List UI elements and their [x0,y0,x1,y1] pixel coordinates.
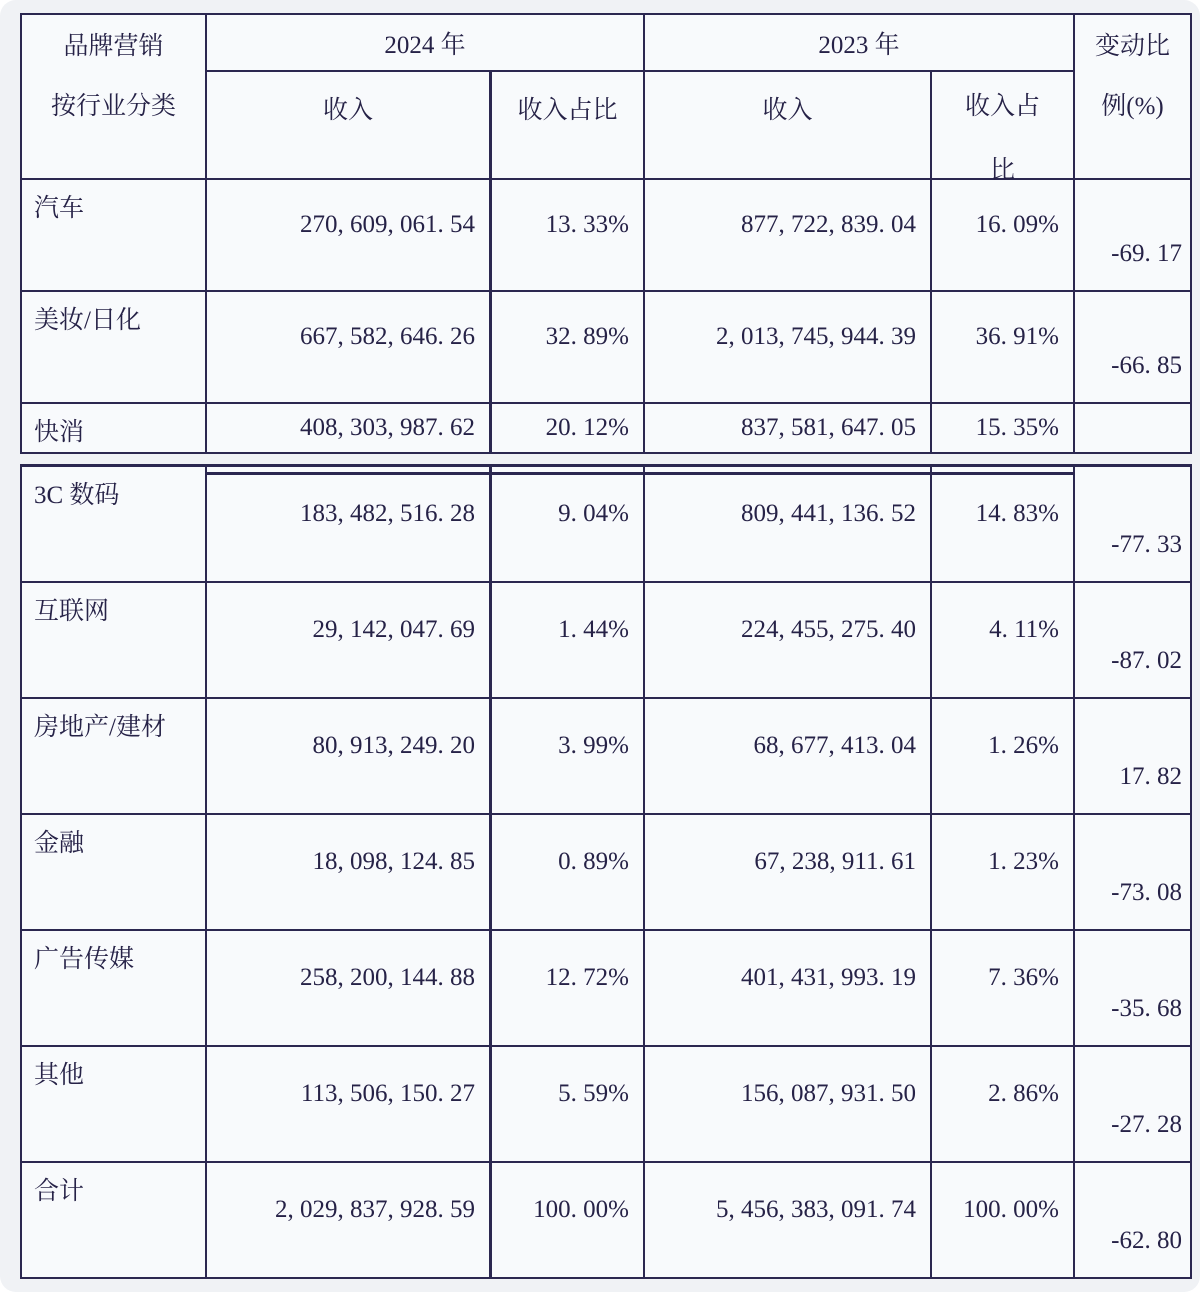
share-2024-cell: 12. 72% [492,931,645,1045]
header-year-2023: 2023 年 [645,15,1075,72]
header-change-ratio [1075,15,1190,178]
header-year-2024: 2024 年 [207,15,645,72]
industry-cell: 金融 [22,815,207,929]
revenue-2024-cell: 113, 506, 150. 27 [207,1047,492,1161]
table-row [22,815,1190,931]
table-row [22,931,1190,1047]
share-2023-cell: 4. 11% [932,583,1075,697]
revenue-2024-cell: 667, 582, 646. 26 [207,292,492,402]
change-ratio-cell: -87. 02 [1111,647,1182,674]
table-row [22,1047,1190,1163]
header-category [22,15,207,178]
share-2024-cell: 9. 04% [492,467,645,581]
share-2024-cell: 32. 89% [492,292,645,402]
industry-cell: 合计 [22,1163,207,1277]
table-header [22,15,1190,184]
share-2024-cell: 0. 89% [492,815,645,929]
share-2023-cell: 100. 00% [932,1163,1075,1277]
table-row [22,699,1190,815]
industry-cell: 房地产/建材 [22,699,207,813]
revenue-2024-cell: 270, 609, 061. 54 [207,180,492,290]
revenue-2024-cell: 18, 098, 124. 85 [207,815,492,929]
header-change-line2: 例(%) [1101,93,1164,120]
header-change-line1: 变动比 [1094,32,1170,60]
revenue-2023-cell: 67, 238, 911. 61 [645,815,932,929]
industry-cell: 广告传媒 [22,931,207,1045]
share-2023-cell: 2. 86% [932,1047,1075,1161]
table-row [22,467,1190,583]
industry-cell: 快消 [22,404,207,452]
share-2023-cell: 36. 91% [932,292,1075,402]
revenue-table-section-1 [20,13,1192,454]
revenue-2024-cell: 183, 482, 516. 28 [207,467,492,581]
revenue-2023-cell: 809, 441, 136. 52 [645,467,932,581]
revenue-2024-cell: 2, 029, 837, 928. 59 [207,1163,492,1277]
share-2023-cell: 15. 35% [932,404,1075,452]
revenue-2023-cell: 224, 455, 275. 40 [645,583,932,697]
revenue-table-section-2 [20,464,1192,1279]
revenue-2023-cell: 5, 456, 383, 091. 74 [645,1163,932,1277]
change-ratio-cell: -35. 68 [1111,995,1182,1022]
industry-cell: 3C 数码 [22,467,207,581]
share-2023-cell: 7. 36% [932,931,1075,1045]
share-2023-cell: 16. 09% [932,180,1075,290]
header-revenue-2023: 收入 [645,72,932,178]
revenue-2023-cell: 156, 087, 931. 50 [645,1047,932,1161]
table-row [22,404,1190,452]
change-ratio-cell: 17. 82 [1119,763,1182,790]
change-ratio-cell [1075,404,1190,452]
revenue-2024-cell: 29, 142, 047. 69 [207,583,492,697]
industry-cell: 其他 [22,1047,207,1161]
header-share-2023 [932,72,1075,184]
revenue-2023-cell: 837, 581, 647. 05 [645,404,932,452]
change-ratio-cell: -69. 17 [1111,240,1182,267]
header-share-2023-line1: 收入占 [964,93,1040,120]
revenue-2024-cell: 258, 200, 144. 88 [207,931,492,1045]
header-category-line2: 按行业分类 [50,93,176,120]
revenue-2023-cell: 2, 013, 745, 944. 39 [645,292,932,402]
table-row [22,292,1190,404]
header-share-2024: 收入占比 [492,72,645,178]
table-row [22,180,1190,292]
header-revenue-2024: 收入 [207,72,492,178]
revenue-2024-cell: 80, 913, 249. 20 [207,699,492,813]
change-ratio-cell: -62. 80 [1111,1227,1182,1254]
change-ratio-cell: -27. 28 [1111,1111,1182,1138]
revenue-2024-cell: 408, 303, 987. 62 [207,404,492,452]
share-2023-cell: 1. 23% [932,815,1075,929]
change-ratio-cell: -77. 33 [1111,531,1182,558]
table-row [22,583,1190,699]
share-2024-cell: 1. 44% [492,583,645,697]
header-share-2023-line2: 比 [989,157,1015,184]
change-ratio-cell: -73. 08 [1111,879,1182,906]
header-category-line1: 品牌营销 [63,32,164,60]
share-2024-cell: 13. 33% [492,180,645,290]
share-2024-cell: 5. 59% [492,1047,645,1161]
revenue-2023-cell: 877, 722, 839. 04 [645,180,932,290]
change-ratio-cell: -66. 85 [1111,352,1182,379]
share-2023-cell: 14. 83% [932,467,1075,581]
industry-cell: 美妆/日化 [22,292,207,402]
industry-cell: 互联网 [22,583,207,697]
share-2024-cell: 3. 99% [492,699,645,813]
table-row-total [22,1163,1190,1277]
share-2023-cell: 1. 26% [932,699,1075,813]
revenue-2023-cell: 68, 677, 413. 04 [645,699,932,813]
revenue-2023-cell: 401, 431, 993. 19 [645,931,932,1045]
industry-cell: 汽车 [22,180,207,290]
share-2024-cell: 20. 12% [492,404,645,452]
share-2024-cell: 100. 00% [492,1163,645,1277]
